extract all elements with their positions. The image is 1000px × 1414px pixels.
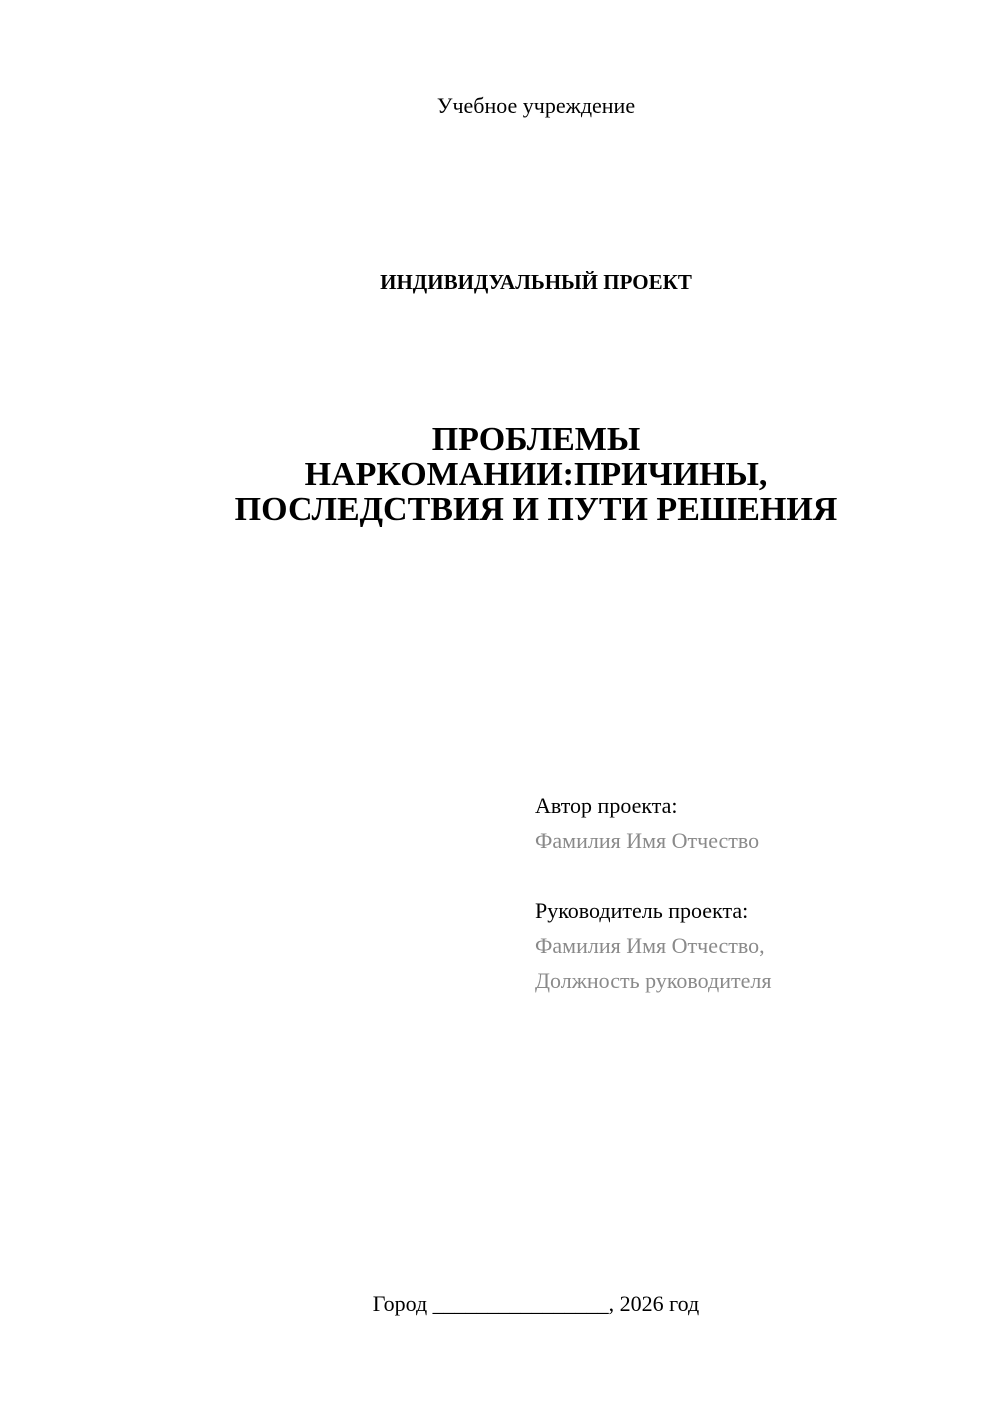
credits-spacer — [535, 858, 975, 893]
project-title-line-1: ПРОБЛЕМЫ — [431, 421, 641, 458]
supervisor-position: Должность руководителя — [535, 968, 772, 993]
supervisor-label: Руководитель проекта: — [535, 898, 749, 923]
city-year-line: Город ________________, 2026 год — [372, 1291, 700, 1316]
project-title — [0, 422, 1000, 527]
author-label: Автор проекта: — [535, 793, 678, 818]
author-name: Фамилия Имя Отчество — [535, 828, 760, 853]
credits-block — [535, 788, 975, 998]
project-title-line-2: НАРКОМАНИИ:ПРИЧИНЫ, — [304, 456, 768, 493]
project-title-line-3: ПОСЛЕДСТВИЯ И ПУТИ РЕШЕНИЯ — [234, 491, 838, 528]
supervisor-name: Фамилия Имя Отчество, — [535, 933, 765, 958]
institution-name: Учебное учреждение — [436, 93, 636, 118]
project-type-heading: ИНДИВИДУАЛЬНЫЙ ПРОЕКТ — [380, 270, 692, 294]
